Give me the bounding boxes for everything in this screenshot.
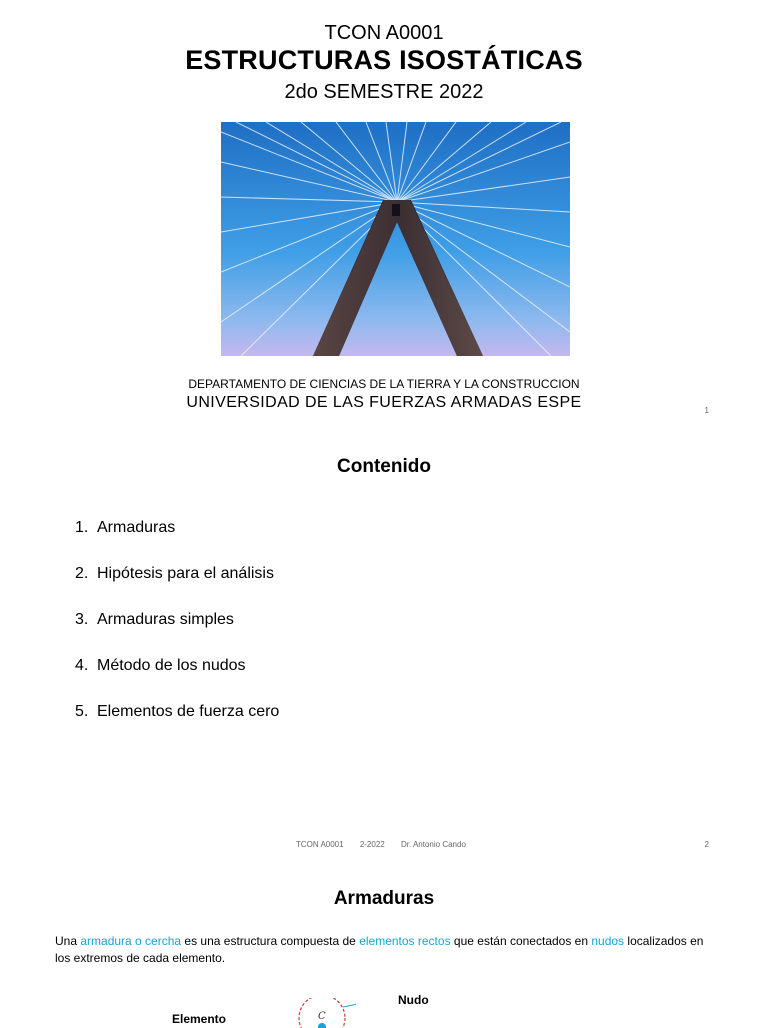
slide-title: Contenido <box>337 456 431 477</box>
bridge-photo <box>221 122 570 356</box>
list-item <box>75 703 279 749</box>
slide-title: ESTRUCTURAS ISOSTÁTICAS <box>185 45 583 75</box>
page-number: 2 <box>704 840 709 849</box>
footer-period: 2-2022 <box>359 840 385 849</box>
item-label: Elementos de fuerza cero <box>97 703 280 720</box>
item-number: 2. <box>75 565 89 582</box>
list-item <box>75 611 279 657</box>
list-item <box>75 519 279 565</box>
item-label: Hipótesis para el análisis <box>97 565 274 582</box>
department-name: DEPARTAMENTO DE CIENCIAS DE LA TIERRA Y LA CONSTRUCCION <box>188 377 580 391</box>
item-number: 4. <box>75 657 89 674</box>
text-run: es una estructura compuesta de <box>181 934 360 948</box>
definition-paragraph <box>55 933 715 967</box>
item-label: Armaduras simples <box>97 611 234 628</box>
armaduras-slide <box>0 860 768 1024</box>
item-label: Armaduras <box>97 519 176 536</box>
item-number: 1. <box>75 519 89 536</box>
slide-title: Armaduras <box>333 888 435 909</box>
item-number: 3. <box>75 611 89 628</box>
leader-line <box>343 999 356 1007</box>
highlight-nudos: nudos <box>591 934 625 948</box>
course-code: TCON A0001 <box>324 22 444 44</box>
item-number: 5. <box>75 703 89 720</box>
footer-author: Dr. Antonio Cando <box>400 840 466 849</box>
university-name: UNIVERSIDAD DE LAS FUERZAS ARMADAS ESPE <box>186 394 582 411</box>
title-slide <box>0 0 768 430</box>
text-run: que están conectados en <box>450 934 592 948</box>
text-run: localizados en los extremos de cada elemento. <box>55 934 704 965</box>
item-label: Método de los nudos <box>97 657 246 674</box>
highlight-armadura: armadura o cercha <box>80 934 182 948</box>
highlight-elementos: elementos rectos <box>359 934 451 948</box>
page-number: 1 <box>704 406 709 415</box>
label-elemento: Elemento <box>172 1012 227 1026</box>
joint-letter: C <box>318 1011 326 1022</box>
contents-list <box>75 519 279 749</box>
text-run: Una <box>55 934 81 948</box>
semester: 2do SEMESTRE 2022 <box>284 81 484 103</box>
list-item <box>75 657 279 703</box>
label-nudo: Nudo <box>398 993 429 1007</box>
slide-footer <box>296 840 480 849</box>
footer-course: TCON A0001 <box>296 840 344 849</box>
contents-slide <box>0 430 768 860</box>
list-item <box>75 565 279 611</box>
